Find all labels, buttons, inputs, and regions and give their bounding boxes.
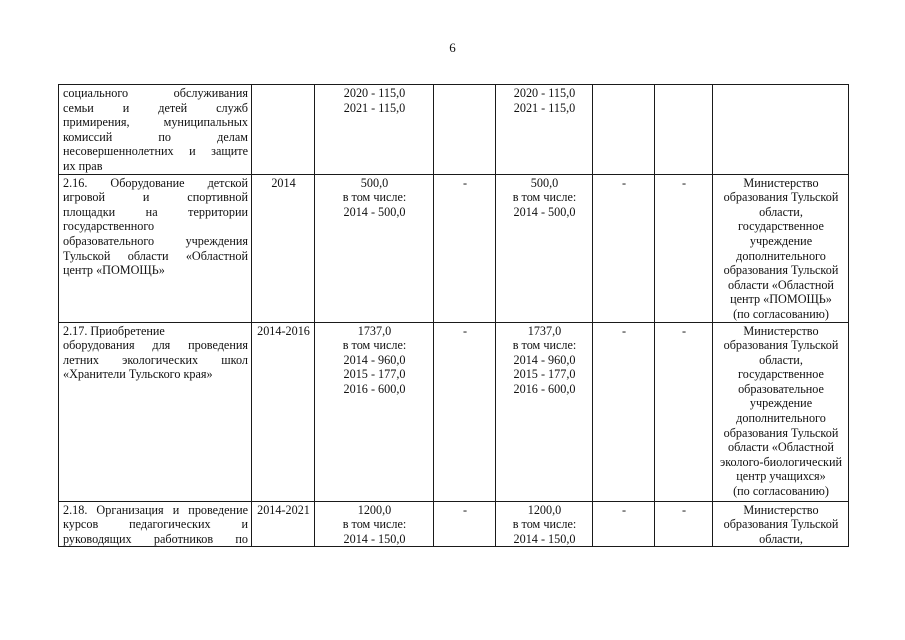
regional-funding-cell (496, 501, 593, 547)
executor-cell (713, 322, 849, 501)
cell-text-line: примирения, муниципальных (63, 115, 248, 130)
period-cell: 2014 (252, 174, 315, 322)
cell-text-line: образовательное (738, 381, 824, 396)
period-cell (252, 85, 315, 175)
cell-text-line: 2014 - 150,0 (513, 531, 576, 546)
cell-text-line: в том числе: (342, 517, 407, 532)
cell-text-line: курсов педагогических и (63, 517, 248, 532)
cell-text-line: 500,0 (530, 175, 559, 190)
other-funding-cell: - (655, 174, 713, 322)
cell-text-line: 2016 - 600,0 (343, 381, 406, 396)
cell-text-line: Министерство (743, 502, 819, 517)
cell-text-line: летних экологических школ (63, 352, 248, 367)
total-funding-cell (315, 501, 434, 547)
cell-text-line: 1200,0 (527, 502, 562, 517)
cell-text-line: руководящих работников по (63, 531, 248, 546)
federal-funding-cell: - (434, 174, 496, 322)
cell-text-line: 1200,0 (357, 502, 392, 517)
cell-text-line: образования Тульской (723, 190, 839, 205)
cell-text-line: области, (759, 531, 803, 546)
cell-text-line: 2014 - 960,0 (513, 352, 576, 367)
cell-text-line: социального обслуживания (63, 86, 248, 100)
cell-text-line: области «Областной (728, 277, 834, 292)
cell-text-line: в том числе: (512, 338, 577, 353)
cell-text-line: учреждение (749, 233, 813, 248)
executor-cell (713, 174, 849, 322)
cell-text-line: 500,0 (360, 175, 389, 190)
cell-text-line: образования Тульской (723, 517, 839, 532)
cell-text-line: 2015 - 177,0 (513, 367, 576, 382)
local-funding-cell: - (593, 322, 655, 501)
cell-text-line: 2020 - 115,0 (513, 86, 576, 100)
table-row (59, 501, 849, 547)
cell-text-line: 2014 - 500,0 (513, 204, 576, 219)
cell-text-line: их прав (63, 158, 103, 173)
cell-text-line: 2014 - 150,0 (343, 531, 406, 546)
other-funding-cell (655, 85, 713, 175)
executor-cell (713, 501, 849, 547)
period-cell: 2014-2021 (252, 501, 315, 547)
federal-funding-cell: - (434, 501, 496, 547)
cell-text-line: образования Тульской (723, 425, 839, 440)
cell-text-line: в том числе: (512, 190, 577, 205)
cell-text-line: области, (759, 204, 803, 219)
cell-text-line: Тульской области «Областной (63, 248, 248, 263)
cell-text-line: 2.17. Приобретение (63, 323, 165, 338)
cell-text-line: в том числе: (512, 517, 577, 532)
cell-text-line: «Хранители Тульского края» (63, 367, 213, 382)
cell-text-line: площадки на территории (63, 204, 248, 219)
cell-text-line: в том числе: (342, 190, 407, 205)
cell-text-line: 2.16. Оборудование детской (63, 175, 248, 190)
cell-text-line: дополнительного (736, 248, 826, 263)
measure-name-cell (59, 501, 252, 547)
local-funding-cell: - (593, 501, 655, 547)
cell-text-line: Министерство (743, 323, 819, 338)
table-row (59, 85, 849, 175)
page-number: 6 (449, 40, 456, 55)
federal-funding-cell (434, 85, 496, 175)
regional-funding-cell (496, 322, 593, 501)
cell-text-line: учреждение (749, 396, 813, 411)
cell-text-line: 1737,0 (527, 323, 562, 338)
cell-text-line: (по согласованию) (733, 306, 829, 321)
cell-text-line: центр «ПОМОЩЬ» (63, 263, 165, 278)
cell-text-line: государственное (738, 367, 824, 382)
cell-text-line: в том числе: (342, 338, 407, 353)
cell-text-line: 2.18. Организация и проведение (63, 502, 248, 517)
cell-text-line: образовательного учреждения (63, 233, 248, 248)
total-funding-cell (315, 174, 434, 322)
cell-text-line: несовершеннолетних и защите (63, 144, 248, 159)
cell-text-line: 1737,0 (357, 323, 392, 338)
cell-text-line: 2014 - 960,0 (343, 352, 406, 367)
cell-text-line: государственного (63, 219, 155, 234)
cell-text-line: 2014 - 500,0 (343, 204, 406, 219)
cell-text-line: образования Тульской (723, 338, 839, 353)
program-measures-table (58, 84, 849, 547)
cell-text-line: оборудования для проведения (63, 338, 248, 353)
cell-text-line: центр учащихся» (736, 469, 826, 484)
cell-text-line: 2021 - 115,0 (343, 100, 406, 115)
regional-funding-cell (496, 174, 593, 322)
federal-funding-cell: - (434, 322, 496, 501)
other-funding-cell: - (655, 322, 713, 501)
cell-text-line: 2020 - 115,0 (343, 86, 406, 100)
cell-text-line: эколого-биологический (719, 454, 843, 469)
cell-text-line: 2016 - 600,0 (513, 381, 576, 396)
local-funding-cell (593, 85, 655, 175)
total-funding-cell (315, 322, 434, 501)
executor-cell (713, 85, 849, 175)
measure-name-cell (59, 322, 252, 501)
period-cell: 2014-2016 (252, 322, 315, 501)
cell-text-line: семьи и детей служб (63, 100, 248, 115)
cell-text-line: области, (759, 352, 803, 367)
cell-text-line: игровой и спортивной (63, 190, 248, 205)
cell-text-line: образования Тульской (723, 263, 839, 278)
regional-funding-cell (496, 85, 593, 175)
cell-text-line: 2021 - 115,0 (513, 100, 576, 115)
measure-name-cell (59, 85, 252, 175)
cell-text-line: комиссий по делам (63, 129, 248, 144)
total-funding-cell (315, 85, 434, 175)
cell-text-line: государственное (738, 219, 824, 234)
measure-name-cell (59, 174, 252, 322)
cell-text-line: 2015 - 177,0 (343, 367, 406, 382)
cell-text-line: Министерство (743, 175, 819, 190)
cell-text-line: области «Областной (728, 440, 834, 455)
cell-text-line: (по согласованию) (733, 484, 829, 499)
local-funding-cell: - (593, 174, 655, 322)
table-row (59, 174, 849, 322)
other-funding-cell: - (655, 501, 713, 547)
table-row (59, 322, 849, 501)
cell-text-line: дополнительного (736, 411, 826, 426)
cell-text-line: центр «ПОМОЩЬ» (730, 292, 832, 307)
